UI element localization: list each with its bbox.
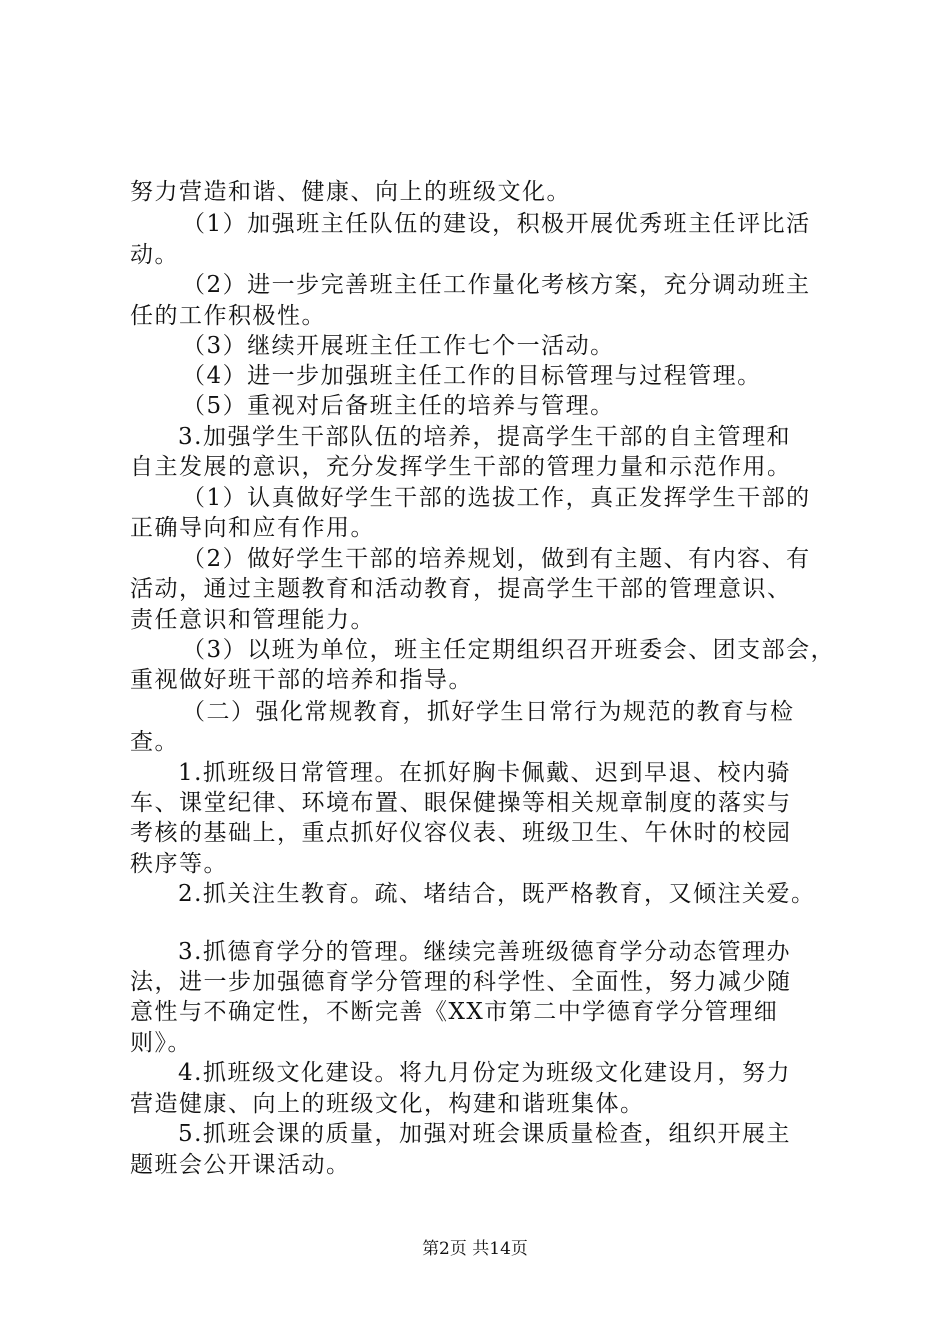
text-line: （4）进一步加强班主任工作的目标管理与过程管理。 — [182, 363, 762, 389]
text-line: 秩序等。 — [130, 851, 228, 877]
text-line: 3.抓德育学分的管理。继续完善班级德育学分动态管理办 — [178, 939, 791, 965]
text-line: 查。 — [130, 729, 179, 755]
text-line: 努力营造和谐、健康、向上的班级文化。 — [130, 179, 571, 205]
text-line: 营造健康、向上的班级文化，构建和谐班集体。 — [130, 1091, 645, 1117]
text-line: 意性与不确定性，不断完善《XX市第二中学德育学分管理细 — [130, 999, 779, 1025]
text-line: 则》。 — [130, 1030, 192, 1056]
text-line: 1.抓班级日常管理。在抓好胸卡佩戴、迟到早退、校内骑 — [178, 760, 791, 786]
text-line: 动。 — [130, 242, 179, 268]
text-line: 4.抓班级文化建设。将九月份定为班级文化建设月，努力 — [178, 1060, 791, 1086]
text-line: 重视做好班干部的培养和指导。 — [130, 667, 473, 693]
text-line: 法，进一步加强德育学分管理的科学性、全面性，努力减少随 — [130, 969, 792, 995]
text-line: （2）做好学生干部的培养规划，做到有主题、有内容、有 — [182, 546, 811, 572]
text-line: （3）以班为单位，班主任定期组织召开班委会、团支部会， — [182, 637, 836, 663]
text-line: （3）继续开展班主任工作七个一活动。 — [182, 333, 615, 359]
text-line: 3.加强学生干部队伍的培养，提高学生干部的自主管理和 — [178, 424, 791, 450]
text-line: 自主发展的意识，充分发挥学生干部的管理力量和示范作用。 — [130, 454, 792, 480]
text-line: 正确导向和应有作用。 — [130, 515, 375, 541]
text-line: 2.抓关注生教育。疏、堵结合，既严格教育，又倾注关爱。 — [178, 881, 816, 907]
text-line: 题班会公开课活动。 — [130, 1152, 351, 1178]
text-line: 5.抓班会课的质量，加强对班会课质量检查，组织开展主 — [178, 1121, 791, 1147]
page-number-footer: 第2页 共14页 — [422, 1239, 528, 1259]
text-line: 责任意识和管理能力。 — [130, 607, 375, 633]
text-line: 活动，通过主题教育和活动教育，提高学生干部的管理意识、 — [130, 576, 792, 602]
text-line: （1）加强班主任队伍的建设，积极开展优秀班主任评比活 — [182, 211, 811, 237]
text-line: （1）认真做好学生干部的选拔工作，真正发挥学生干部的 — [182, 485, 811, 511]
text-line: （2）进一步完善班主任工作量化考核方案，充分调动班主 — [182, 272, 811, 298]
text-line: （二）强化常规教育，抓好学生日常行为规范的教育与检 — [182, 699, 795, 725]
text-line: 任的工作积极性。 — [130, 303, 326, 329]
text-line: （5）重视对后备班主任的培养与管理。 — [182, 393, 615, 419]
text-line: 考核的基础上，重点抓好仪容仪表、班级卫生、午休时的校园 — [130, 820, 792, 846]
text-line: 车、课堂纪律、环境布置、眼保健操等相关规章制度的落实与 — [130, 790, 792, 816]
